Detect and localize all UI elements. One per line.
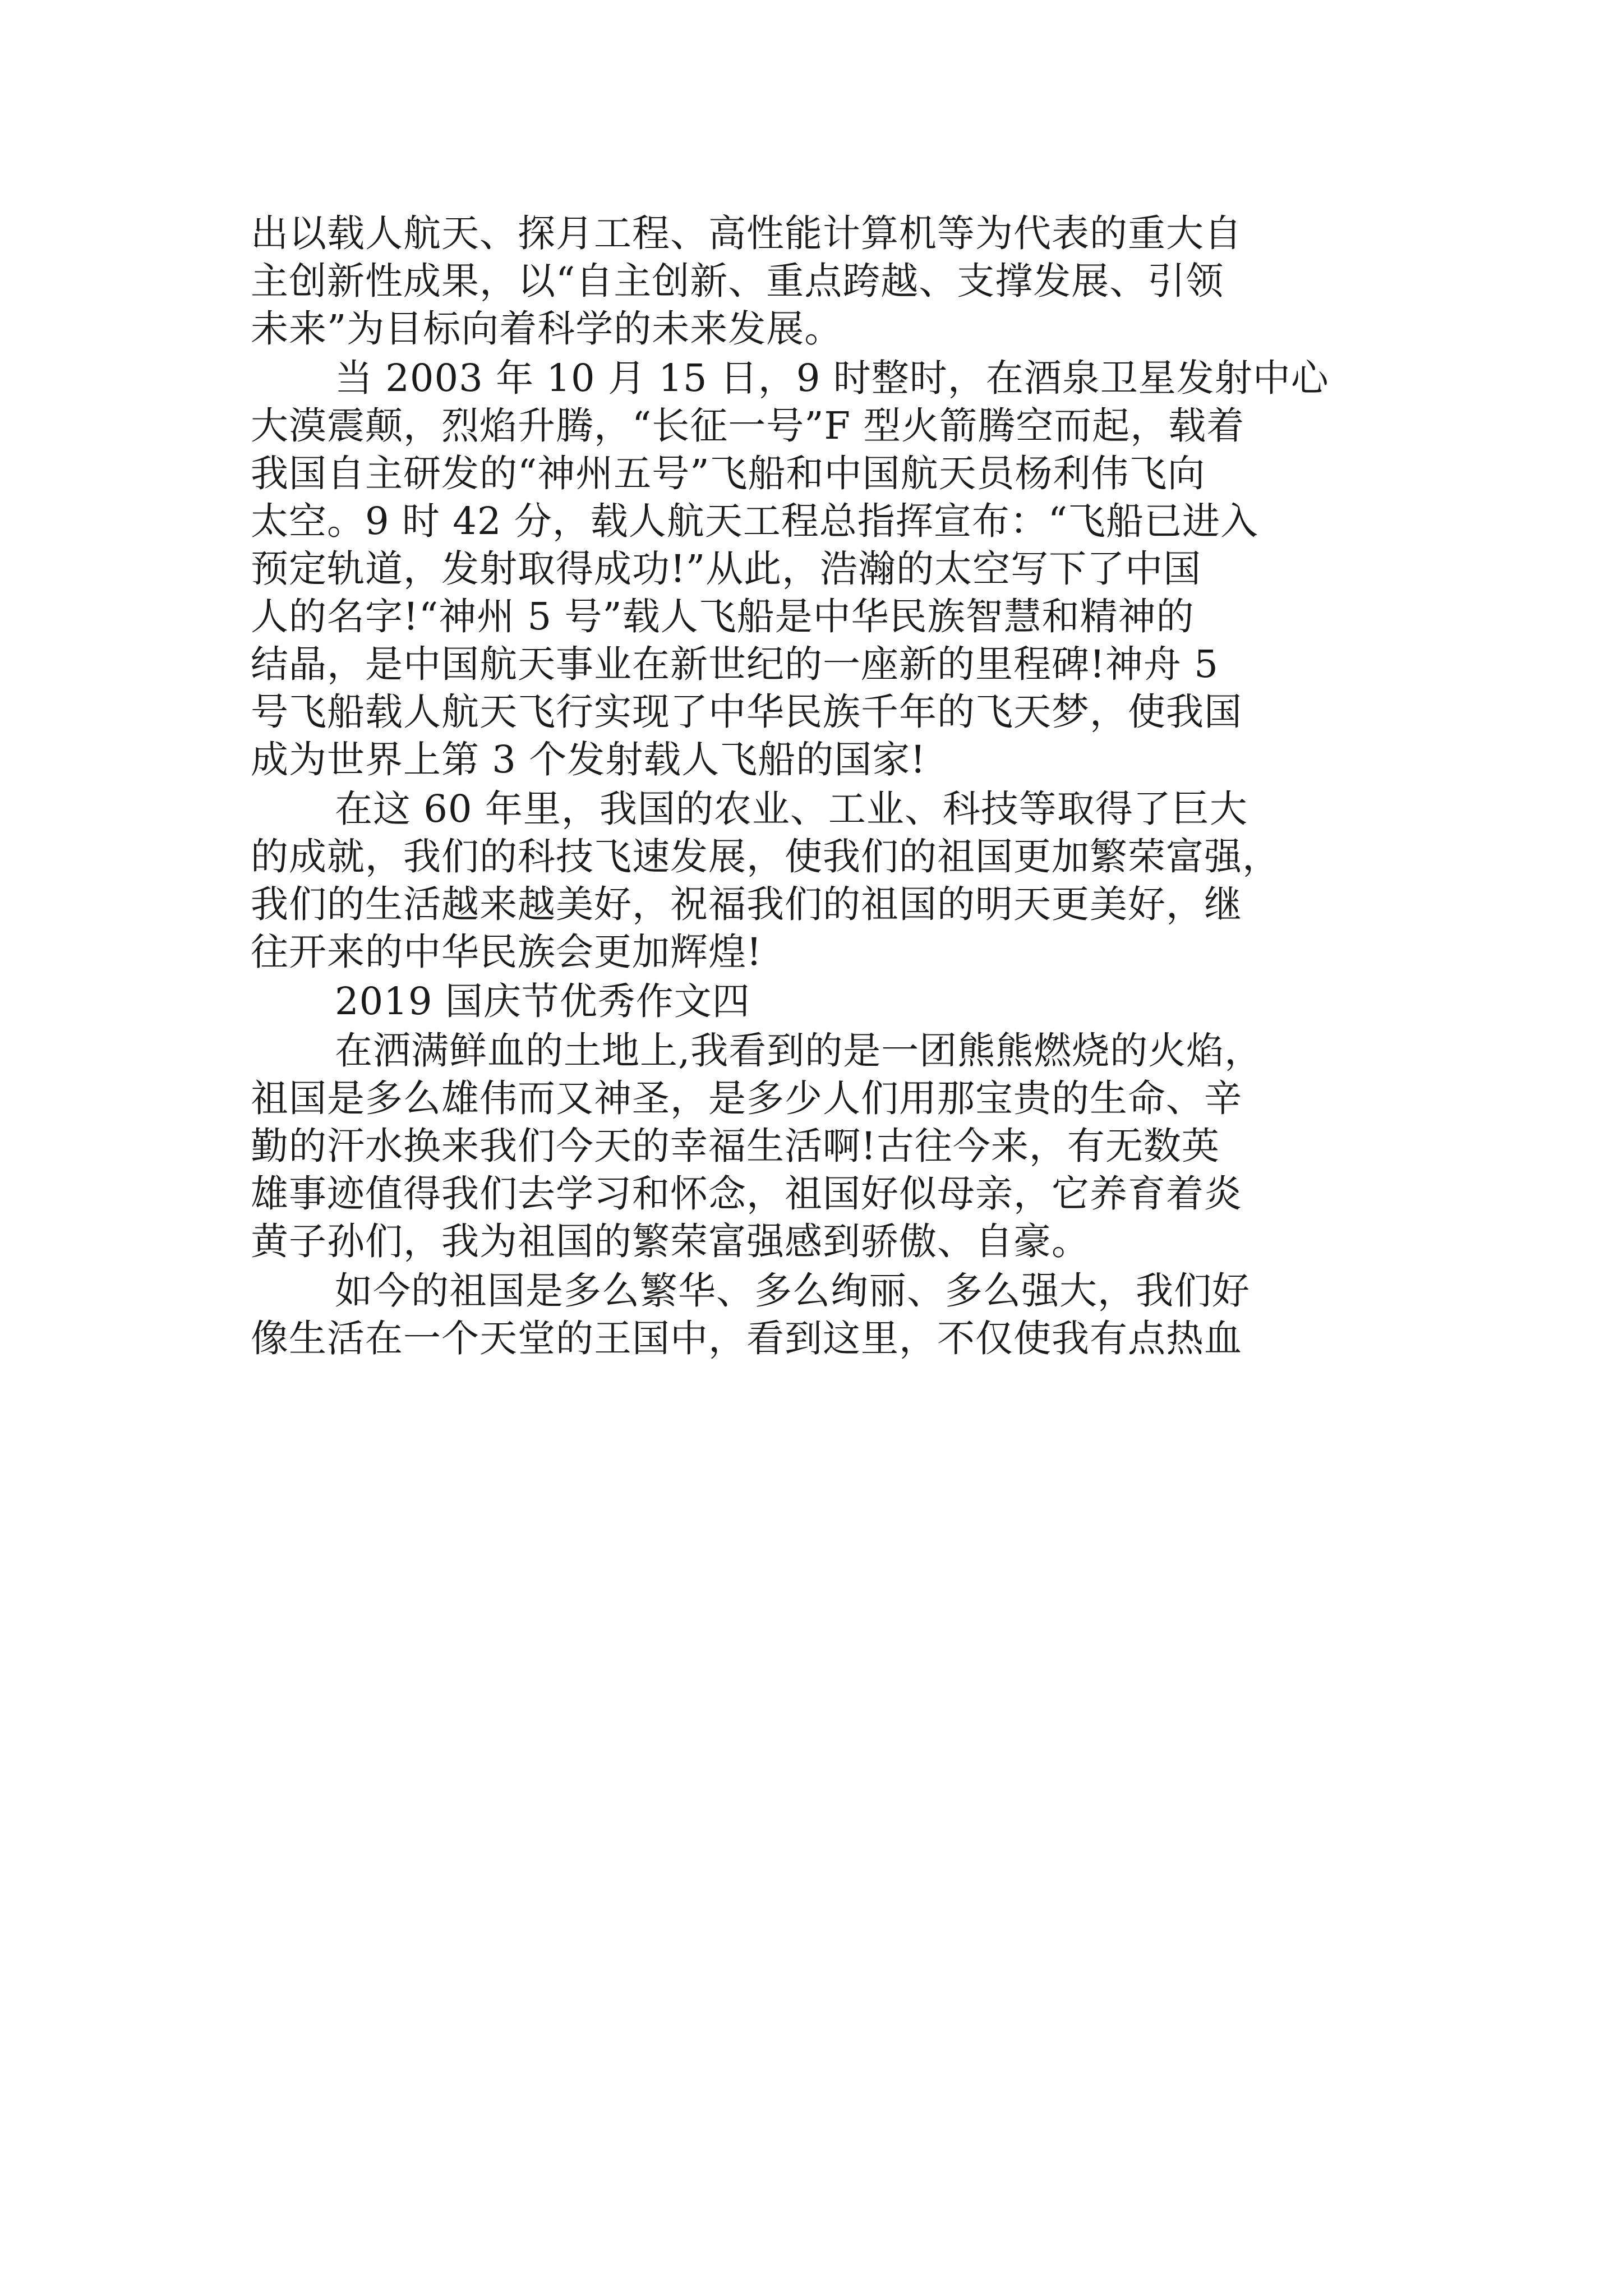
text-line: 成为世界上第 3 个发射载人飞船的国家! bbox=[251, 738, 926, 781]
section-heading bbox=[251, 978, 1378, 1024]
text-line: 主创新性成果，以“自主创新、重点跨越、支撑发展、引领 bbox=[251, 259, 1224, 303]
text-line: 未来”为目标向着科学的未来发展。 bbox=[251, 307, 843, 351]
text-line: 勤的汗水换来我们今天的幸福生活啊!古往今来，有无数英 bbox=[251, 1124, 1220, 1168]
document-body bbox=[251, 210, 1378, 1365]
text-line: 黄子孙们，我为祖国的繁荣富强感到骄傲、自豪。 bbox=[251, 1220, 1090, 1263]
paragraph-2 bbox=[251, 355, 1378, 783]
text-line: 号飞船载人航天飞行实现了中华民族千年的飞天梦，使我国 bbox=[251, 690, 1242, 734]
paragraph-1 bbox=[251, 210, 1378, 352]
text-line: 当 2003 年 10 月 15 日，9 时整时，在酒泉卫星发射中心 bbox=[335, 356, 1329, 400]
text-line: 祖国是多么雄伟而又神圣，是多少人们用那宝贵的生命、辛 bbox=[251, 1076, 1242, 1120]
text-line: 预定轨道，发射取得成功!”从此，浩瀚的太空写下了中国 bbox=[251, 547, 1202, 591]
text-line: 结晶，是中国航天事业在新世纪的一座新的里程碑!神舟 5 bbox=[251, 642, 1219, 686]
text-line: 大漠震颠，烈焰升腾，“长征一号”F 型火箭腾空而起，载着 bbox=[251, 404, 1245, 448]
text-line: 在洒满鲜血的土地上,我看到的是一团熊熊燃烧的火焰， bbox=[335, 1029, 1263, 1073]
text-line: 雄事迹值得我们去学习和怀念，祖国好似母亲，它养育着炎 bbox=[251, 1172, 1242, 1216]
text-line: 我们的生活越来越美好，祝福我们的祖国的明天更美好，继 bbox=[251, 882, 1242, 926]
text-line: 如今的祖国是多么繁华、多么绚丽、多么强大，我们好 bbox=[335, 1269, 1250, 1313]
text-line: 我国自主研发的“神州五号”飞船和中国航天员杨利伟飞向 bbox=[251, 452, 1206, 495]
text-line: 出以载人航天、探月工程、高性能计算机等为代表的重大自 bbox=[251, 211, 1242, 255]
text-line: 太空。9 时 42 分，载人航天工程总指挥宣布：“飞船已进入 bbox=[251, 499, 1259, 543]
text-line: 人的名字!“神州 5 号”载人飞船是中华民族智慧和精神的 bbox=[251, 595, 1195, 638]
text-line: 往开来的中华民族会更加辉煌! bbox=[251, 930, 762, 974]
text-line: 在这 60 年里，我国的农业、工业、科技等取得了巨大 bbox=[335, 787, 1248, 831]
text-line: 像生活在一个天堂的王国中，看到这里，不仅使我有点热血 bbox=[251, 1317, 1242, 1360]
paragraph-4 bbox=[251, 1028, 1378, 1264]
paragraph-5 bbox=[251, 1268, 1378, 1361]
paragraph-3 bbox=[251, 786, 1378, 975]
heading-text: 2019 国庆节优秀作文四 bbox=[335, 979, 750, 1023]
text-line: 的成就，我们的科技飞速发展，使我们的祖国更加繁荣富强， bbox=[251, 835, 1280, 878]
